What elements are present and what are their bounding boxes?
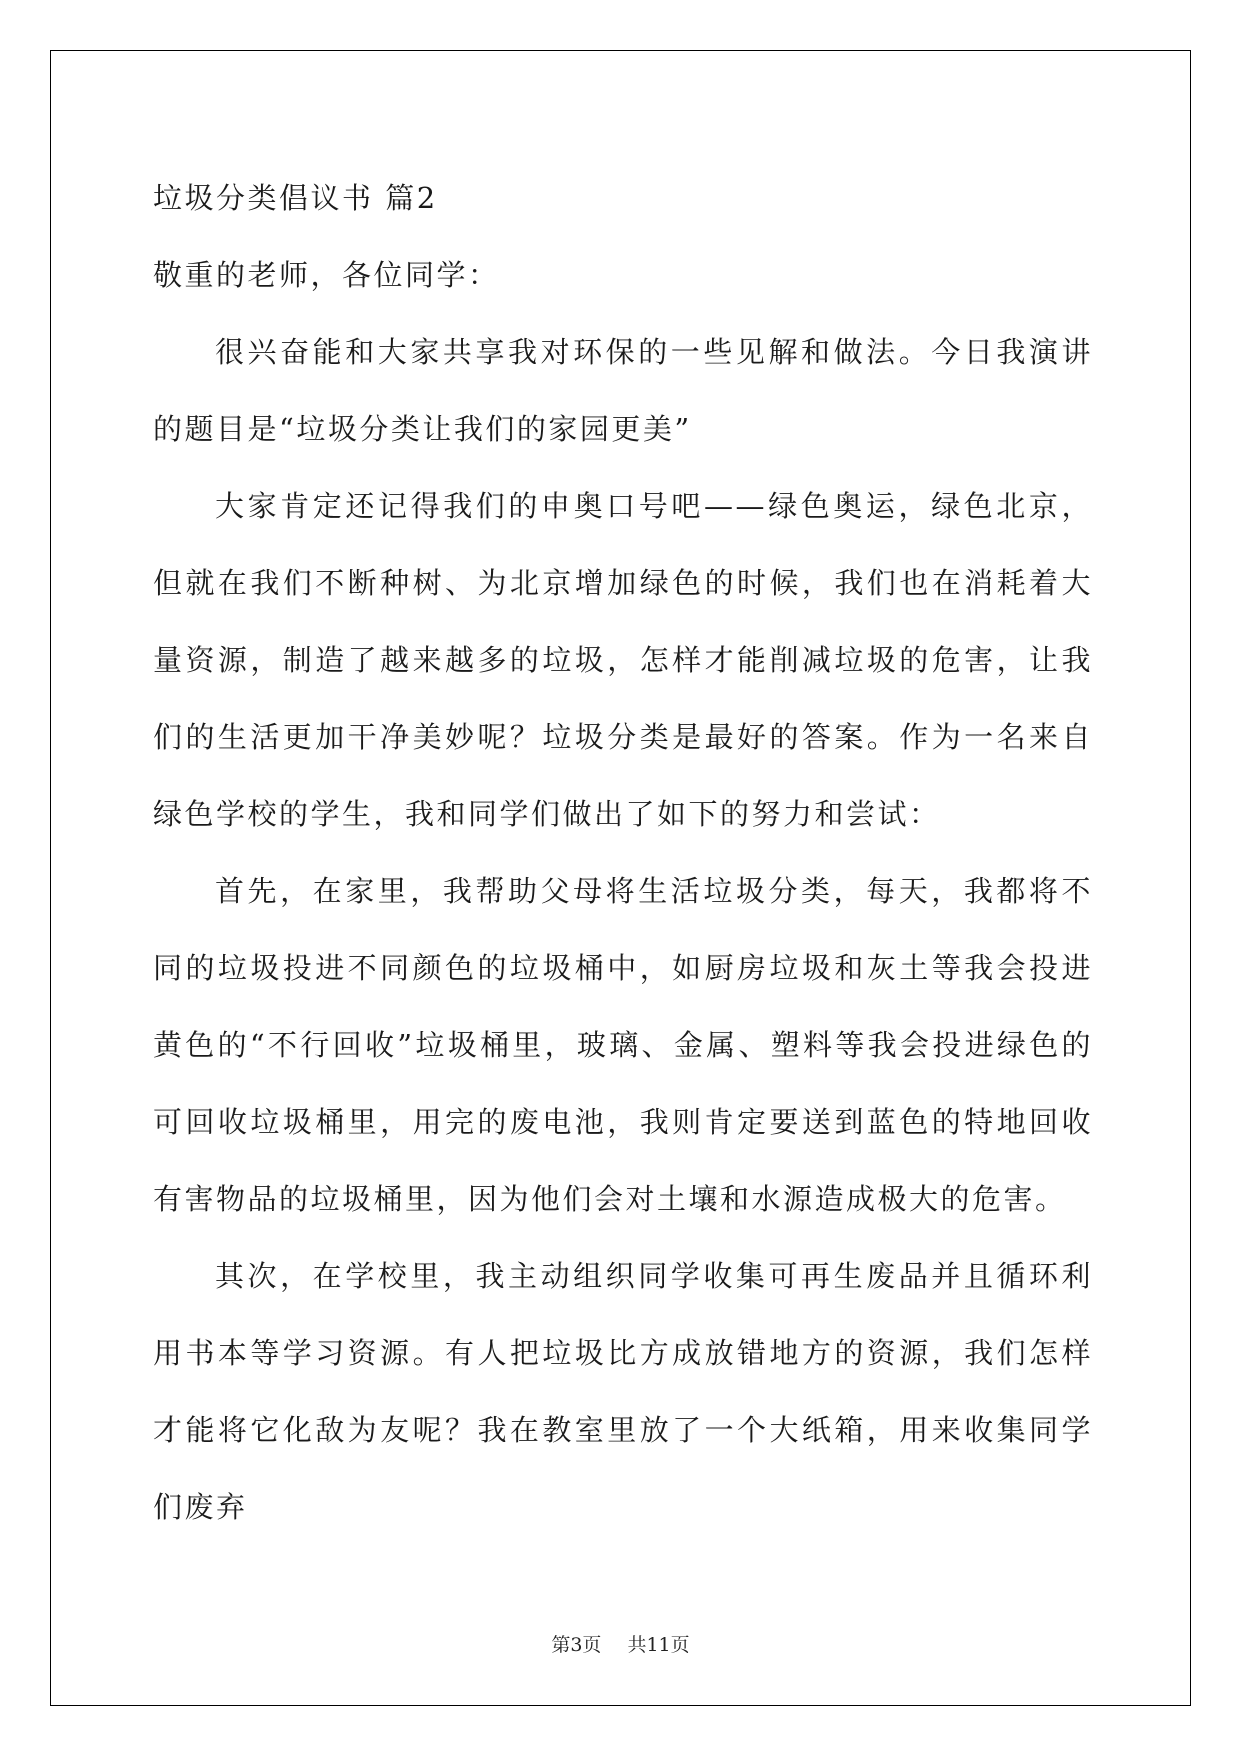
document-body — [153, 160, 1093, 1546]
current-page-number: 第3页 — [551, 1634, 602, 1656]
paragraph-3: 首先，在家里，我帮助父母将生活垃圾分类，每天，我都将不同的垃圾投进不同颜色的垃圾桶中，如厨房垃圾和灰土等我会投进黄色的“不行回收”垃圾桶里，玻璃、金属、塑料等我会投进绿色的可回收垃圾桶里，用完的废电池，我则肯定要送到蓝色的特地回收有害物品的垃圾桶里，因为他们会对土壤和水源造成极大的危害。 — [153, 874, 1093, 1216]
document-heading: 垃圾分类倡议书 篇2 — [153, 181, 438, 215]
salutation: 敬重的老师，各位同学： — [153, 258, 500, 292]
page-footer — [0, 1630, 1241, 1657]
total-pages: 共11页 — [627, 1634, 690, 1656]
paragraph-1: 很兴奋能和大家共享我对环保的一些见解和做法。今日我演讲的题目是“垃圾分类让我们的家园更美” — [153, 335, 1093, 446]
paragraph-2: 大家肯定还记得我们的申奥口号吧——绿色奥运，绿色北京，但就在我们不断种树、为北京增加绿色的时候，我们也在消耗着大量资源，制造了越来越多的垃圾，怎样才能削减垃圾的危害，让我们的生活更加干净美妙呢？垃圾分类是最好的答案。作为一名来自绿色学校的学生，我和同学们做出了如下的努力和尝试： — [153, 489, 1093, 831]
paragraph-4: 其次，在学校里，我主动组织同学收集可再生废品并且循环利用书本等学习资源。有人把垃圾比方成放错地方的资源，我们怎样才能将它化敌为友呢？我在教室里放了一个大纸箱，用来收集同学们废弃 — [153, 1259, 1093, 1524]
